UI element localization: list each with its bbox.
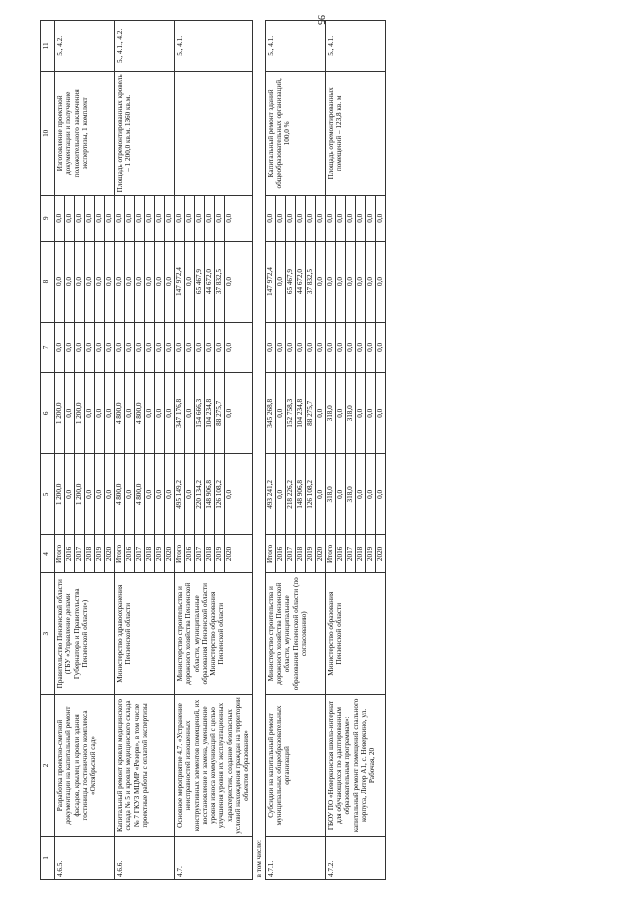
year-list-value: 2017: [195, 535, 205, 572]
year-list-value: Итого: [326, 535, 336, 572]
federal-budget-value: 0,0: [276, 323, 286, 373]
column-header-8: 8: [41, 241, 55, 322]
federal-budget-value: 0,0: [115, 323, 125, 373]
reference-code: 5., 4.1.: [175, 21, 253, 72]
total-funding-value: 0,0: [105, 489, 113, 499]
other-sources-value: 0,0: [286, 196, 296, 241]
regional-budget-value: 152 758,3: [286, 373, 296, 453]
year-list-value: 2016: [336, 535, 346, 572]
total-funding-value: 126 108,2: [306, 454, 316, 534]
rotated-page: [40, 20, 610, 880]
table-row: [175, 21, 253, 880]
reference-code: 5., 4.1.: [265, 21, 325, 72]
federal-budget: [115, 322, 175, 373]
year-list-value: 2018: [145, 535, 155, 572]
year-list-value: 2020: [315, 546, 324, 562]
column-header-2: 2: [41, 695, 55, 837]
year-list-value: Итого: [266, 535, 276, 572]
local-budget-value: 0,0: [65, 242, 75, 322]
regional-budget-value: 318,0: [326, 373, 336, 453]
federal-budget-value: 0,0: [185, 323, 195, 373]
year-list: [115, 535, 175, 573]
other-sources-value: 0,0: [336, 196, 346, 241]
total-funding-value: 0,0: [366, 454, 376, 534]
table-row: [115, 21, 175, 880]
total-funding-value: 0,0: [65, 454, 75, 534]
local-budget-value: 0,0: [145, 242, 155, 322]
federal-budget-value: 0,0: [135, 323, 145, 373]
executor: Министерство образования Пензенской области: [325, 573, 385, 695]
regional-budget-value: 4 800,0: [115, 373, 125, 453]
year-list-value: 2020: [105, 546, 113, 562]
total-funding-value: 0,0: [165, 489, 173, 499]
column-header-6: 6: [41, 373, 55, 454]
measure-name: Разработка проектно-сметной документации на капитальный ремонт фасадов, крылец и кровли здания гостиницы гостиничного комплекса «Октябрьский сад»: [55, 695, 115, 837]
local-budget: [325, 241, 385, 322]
federal-budget-value: 0,0: [155, 323, 165, 373]
year-list-value: 2019: [306, 535, 316, 572]
total-funding: [55, 454, 115, 535]
total-funding: [115, 454, 175, 535]
year-list-value: 2019: [215, 535, 225, 572]
table-row: [325, 21, 385, 880]
regional-budget-value: 0,0: [336, 373, 346, 453]
federal-budget-value: 0,0: [266, 323, 276, 373]
local-budget-value: 0,0: [55, 242, 65, 322]
year-list-value: Итого: [55, 535, 65, 572]
local-budget-value: 65 467,9: [286, 242, 296, 322]
local-budget-value: 0,0: [375, 277, 384, 287]
regional-budget-value: 0,0: [155, 373, 165, 453]
regional-budget-value: 0,0: [105, 408, 113, 418]
total-funding-value: 493 241,2: [266, 454, 276, 534]
local-budget-value: 65 467,9: [195, 242, 205, 322]
total-funding-value: 0,0: [95, 454, 105, 534]
other-sources-value: 0,0: [276, 196, 286, 241]
local-budget: [265, 241, 325, 322]
local-budget-value: 0,0: [95, 242, 105, 322]
regional-budget-value: 0,0: [375, 408, 384, 418]
federal-budget-value: 0,0: [366, 323, 376, 373]
year-list-value: Итого: [115, 535, 125, 572]
federal-budget-value: 0,0: [95, 323, 105, 373]
other-sources-value: 0,0: [326, 196, 336, 241]
other-sources-value: 0,0: [125, 196, 135, 241]
total-funding-value: 4 800,0: [135, 454, 145, 534]
total-funding-value: 0,0: [225, 489, 233, 499]
column-header-3: 3: [41, 573, 55, 695]
local-budget-value: 0,0: [85, 242, 95, 322]
other-sources-value: 0,0: [145, 196, 155, 241]
row-number: 4.6.6.: [115, 836, 175, 879]
regional-budget-value: 318,0: [346, 373, 356, 453]
row-number: 4.6.5.: [55, 836, 115, 879]
total-funding-value: 1 200,0: [55, 454, 65, 534]
federal-budget-value: 0,0: [346, 323, 356, 373]
local-budget-value: 0,0: [276, 242, 286, 322]
regional-budget-value: 88 275,7: [215, 373, 225, 453]
other-sources: [115, 195, 175, 241]
other-sources-value: 0,0: [306, 196, 316, 241]
total-funding-value: 495 149,2: [175, 454, 185, 534]
regional-budget-value: 104 234,8: [296, 373, 306, 453]
local-budget: [175, 241, 253, 322]
year-list-value: 2020: [375, 546, 384, 562]
year-list-value: 2018: [296, 535, 306, 572]
total-funding-value: 0,0: [315, 489, 324, 499]
result-indicator: Площадь отремонтированных кровель – 1 200,0 кв.м. 1360 кв.м.: [115, 71, 175, 195]
executor: Министерство здравоохранения Пензенской области: [115, 573, 175, 695]
regional-budget-value: 0,0: [366, 373, 376, 453]
regional-budget-value: 88 275,7: [306, 373, 316, 453]
regional-budget: [55, 373, 115, 454]
total-funding-value: 0,0: [185, 454, 195, 534]
federal-budget: [325, 322, 385, 373]
total-funding-value: 0,0: [336, 454, 346, 534]
federal-budget-value: 0,0: [286, 323, 296, 373]
federal-budget-value: 0,0: [105, 342, 113, 352]
total-funding-value: 0,0: [356, 454, 366, 534]
other-sources-value: 0,0: [315, 213, 324, 223]
total-funding-value: 318,0: [326, 454, 336, 534]
column-header-4: 4: [41, 535, 55, 573]
total-funding-value: 0,0: [276, 454, 286, 534]
row-number: 4.7.1.: [265, 836, 325, 879]
column-header-7: 7: [41, 322, 55, 373]
total-funding-value: 0,0: [145, 454, 155, 534]
column-header-5: 5: [41, 454, 55, 535]
year-list-value: 2018: [205, 535, 215, 572]
measure-name: Основное мероприятие 4.7. «Устранение неисправностей изношенных конструктивных элементов помещений, их восстановление и замена, уменьшение уровня износа коммуникаций с целью улучшения уровня их эксплуатационных характеристик, создание безопасных условий нахождения граждан на территории объектов образования»: [175, 695, 253, 837]
local-budget-value: 0,0: [336, 242, 346, 322]
year-list: [325, 535, 385, 573]
year-list-value: 2017: [286, 535, 296, 572]
federal-budget-value: 0,0: [215, 323, 225, 373]
row-number: 4.7.: [175, 836, 253, 879]
federal-budget-value: 0,0: [326, 323, 336, 373]
other-sources-value: 0,0: [135, 196, 145, 241]
other-sources-value: 0,0: [175, 196, 185, 241]
other-sources-value: 0,0: [225, 213, 233, 223]
local-budget-value: 0,0: [356, 242, 366, 322]
executor: Министерство строительства и дорожного хозяйства Пензенской области, муниципальные образования Пензенской области Министерство образования Пензенской области: [175, 573, 253, 695]
local-budget-value: 0,0: [346, 242, 356, 322]
local-budget-value: 44 672,0: [296, 242, 306, 322]
other-sources-value: 0,0: [375, 213, 384, 223]
year-list-value: Итого: [175, 535, 185, 572]
measure-name: Субсидии на капитальный ремонт муниципальных общеобразовательных организаций: [265, 695, 325, 837]
column-header-11: 11: [41, 21, 55, 72]
federal-budget-value: 0,0: [175, 323, 185, 373]
federal-budget-value: 0,0: [205, 323, 215, 373]
regional-budget-value: 154 666,3: [195, 373, 205, 453]
year-list-value: 2016: [185, 535, 195, 572]
result-indicator: [175, 71, 253, 195]
federal-budget-value: 0,0: [356, 323, 366, 373]
result-indicator: Площадь отремонтированных помещений – 123,8 кв. м: [325, 71, 385, 195]
local-budget-value: 147 972,4: [266, 242, 276, 322]
table-row: [55, 21, 115, 880]
total-funding-value: 218 226,2: [286, 454, 296, 534]
column-header-9: 9: [41, 195, 55, 241]
federal-budget-value: 0,0: [125, 323, 135, 373]
other-sources-value: 0,0: [85, 196, 95, 241]
measure-name: Капитальный ремонт кровли медицинского склада № 5 и кровли медицинского склада № 7 ГКУЗ МЦМР «Резерв», в том числе проектные работы с оплатой экспертизы: [115, 695, 175, 837]
regional-budget-value: 0,0: [145, 373, 155, 453]
regional-budget-value: 4 800,0: [135, 373, 145, 453]
other-sources-value: 0,0: [356, 196, 366, 241]
year-list-value: 2016: [276, 535, 286, 572]
local-budget-value: 0,0: [105, 277, 113, 287]
column-header-1: 1: [41, 836, 55, 879]
total-funding-value: 0,0: [375, 489, 384, 499]
local-budget: [115, 241, 175, 322]
other-sources-value: 0,0: [105, 213, 113, 223]
local-budget-value: 0,0: [185, 242, 195, 322]
federal-budget-value: 0,0: [145, 323, 155, 373]
federal-budget-value: 0,0: [85, 323, 95, 373]
local-budget-value: 147 972,4: [175, 242, 185, 322]
federal-budget: [55, 322, 115, 373]
other-sources-value: 0,0: [266, 196, 276, 241]
total-funding: [265, 454, 325, 535]
federal-budget-value: 0,0: [306, 323, 316, 373]
year-list: [55, 535, 115, 573]
year-list-value: 2019: [95, 535, 105, 572]
total-funding-value: 318,0: [346, 454, 356, 534]
year-list-value: 2017: [75, 535, 85, 572]
other-sources-value: 0,0: [65, 196, 75, 241]
regional-budget-value: 1 200,0: [75, 373, 85, 453]
other-sources-value: 0,0: [205, 196, 215, 241]
total-funding-value: 220 134,2: [195, 454, 205, 534]
reference-code: 5., 4.1., 4.2.: [115, 21, 175, 72]
program-table: [40, 20, 386, 880]
regional-budget: [175, 373, 253, 454]
column-header-10: 10: [41, 71, 55, 195]
other-sources-value: 0,0: [346, 196, 356, 241]
year-list-value: 2018: [356, 535, 366, 572]
federal-budget-value: 0,0: [55, 323, 65, 373]
result-indicator: Изготовление проектной документации и получение положительного заключения экспертизы, 1 комплект: [55, 71, 115, 195]
regional-budget: [115, 373, 175, 454]
other-sources-value: 0,0: [115, 196, 125, 241]
local-budget-value: 0,0: [366, 242, 376, 322]
regional-budget-value: 0,0: [185, 373, 195, 453]
other-sources-value: 0,0: [366, 196, 376, 241]
year-list-value: 2019: [366, 535, 376, 572]
local-budget-value: 0,0: [315, 277, 324, 287]
regional-budget-value: 347 176,8: [175, 373, 185, 453]
year-list: [175, 535, 253, 573]
federal-budget-value: 0,0: [75, 323, 85, 373]
other-sources-value: 0,0: [165, 213, 173, 223]
local-budget-value: 44 672,0: [205, 242, 215, 322]
local-budget-value: 0,0: [125, 242, 135, 322]
year-list-value: 2016: [65, 535, 75, 572]
total-funding-value: 1 200,0: [75, 454, 85, 534]
other-sources-value: 0,0: [195, 196, 205, 241]
regional-budget-value: 1 200,0: [55, 373, 65, 453]
other-sources-value: 0,0: [296, 196, 306, 241]
federal-budget: [175, 322, 253, 373]
year-list-value: 2017: [135, 535, 145, 572]
measure-name: ГБОУ ПО «Неверкинская школа-интернат для обучающихся по адаптированным образовательным программам»: капитальный ремонт помещений спального корпуса, Литер А1, с. Неверкино, ул. Рабочая, 20: [325, 695, 385, 837]
year-list-value: 2020: [165, 546, 173, 562]
total-funding: [175, 454, 253, 535]
year-list-value: 2019: [155, 535, 165, 572]
year-list-value: 2016: [125, 535, 135, 572]
local-budget-value: 0,0: [165, 277, 173, 287]
total-funding: [325, 454, 385, 535]
section-row: [252, 21, 265, 880]
total-funding-value: 4 800,0: [115, 454, 125, 534]
total-funding-value: 0,0: [155, 454, 165, 534]
other-sources-value: 0,0: [185, 196, 195, 241]
header-row: [41, 21, 55, 880]
other-sources: [325, 195, 385, 241]
reference-code: 5., 4.1.: [325, 21, 385, 72]
reference-code: 5., 4.2.: [55, 21, 115, 72]
local-budget-value: 37 832,5: [215, 242, 225, 322]
other-sources: [55, 195, 115, 241]
row-number: 4.7.2.: [325, 836, 385, 879]
federal-budget-value: 0,0: [65, 323, 75, 373]
page-number: 95: [315, 15, 326, 25]
year-list-value: 2018: [85, 535, 95, 572]
executor: Правительство Пензенской области (ГБУ «Управление делами Губернатора и Правительства Пензенской области»): [55, 573, 115, 695]
federal-budget-value: 0,0: [225, 342, 233, 352]
year-list-value: 2017: [346, 535, 356, 572]
result-indicator: Капитальный ремонт зданий общеобразовательных организаций, 100,0 %: [265, 71, 325, 195]
federal-budget: [265, 322, 325, 373]
regional-budget-value: 0,0: [276, 373, 286, 453]
total-funding-value: 148 906,8: [205, 454, 215, 534]
other-sources-value: 0,0: [75, 196, 85, 241]
other-sources-value: 0,0: [55, 196, 65, 241]
regional-budget: [325, 373, 385, 454]
regional-budget-value: 0,0: [356, 373, 366, 453]
local-budget: [55, 241, 115, 322]
year-list-value: 2020: [225, 546, 233, 562]
regional-budget-value: 0,0: [65, 373, 75, 453]
total-funding-value: 0,0: [125, 454, 135, 534]
regional-budget: [265, 373, 325, 454]
regional-budget-value: 0,0: [85, 373, 95, 453]
local-budget-value: 0,0: [155, 242, 165, 322]
federal-budget-value: 0,0: [195, 323, 205, 373]
regional-budget-value: 0,0: [125, 373, 135, 453]
total-funding-value: 0,0: [85, 454, 95, 534]
other-sources-value: 0,0: [95, 196, 105, 241]
total-funding-value: 126 108,2: [215, 454, 225, 534]
regional-budget-value: 0,0: [315, 408, 324, 418]
section-label: в том числе:: [252, 21, 265, 880]
federal-budget-value: 0,0: [375, 342, 384, 352]
federal-budget-value: 0,0: [315, 342, 324, 352]
other-sources-value: 0,0: [155, 196, 165, 241]
other-sources: [175, 195, 253, 241]
regional-budget-value: 104 234,8: [205, 373, 215, 453]
local-budget-value: 0,0: [115, 242, 125, 322]
table-row: [265, 21, 325, 880]
regional-budget-value: 345 268,8: [266, 373, 276, 453]
local-budget-value: 37 832,5: [306, 242, 316, 322]
local-budget-value: 0,0: [326, 242, 336, 322]
regional-budget-value: 0,0: [95, 373, 105, 453]
total-funding-value: 148 906,8: [296, 454, 306, 534]
federal-budget-value: 0,0: [165, 342, 173, 352]
local-budget-value: 0,0: [225, 277, 233, 287]
regional-budget-value: 0,0: [225, 408, 233, 418]
other-sources-value: 0,0: [215, 196, 225, 241]
local-budget-value: 0,0: [75, 242, 85, 322]
federal-budget-value: 0,0: [336, 323, 346, 373]
year-list: [265, 535, 325, 573]
regional-budget-value: 0,0: [165, 408, 173, 418]
other-sources: [265, 195, 325, 241]
local-budget-value: 0,0: [135, 242, 145, 322]
executor: Министерство строительства и дорожного хозяйства Пензенской области, муниципальные образования Пензенской области (по согласованию): [265, 573, 325, 695]
federal-budget-value: 0,0: [296, 323, 306, 373]
